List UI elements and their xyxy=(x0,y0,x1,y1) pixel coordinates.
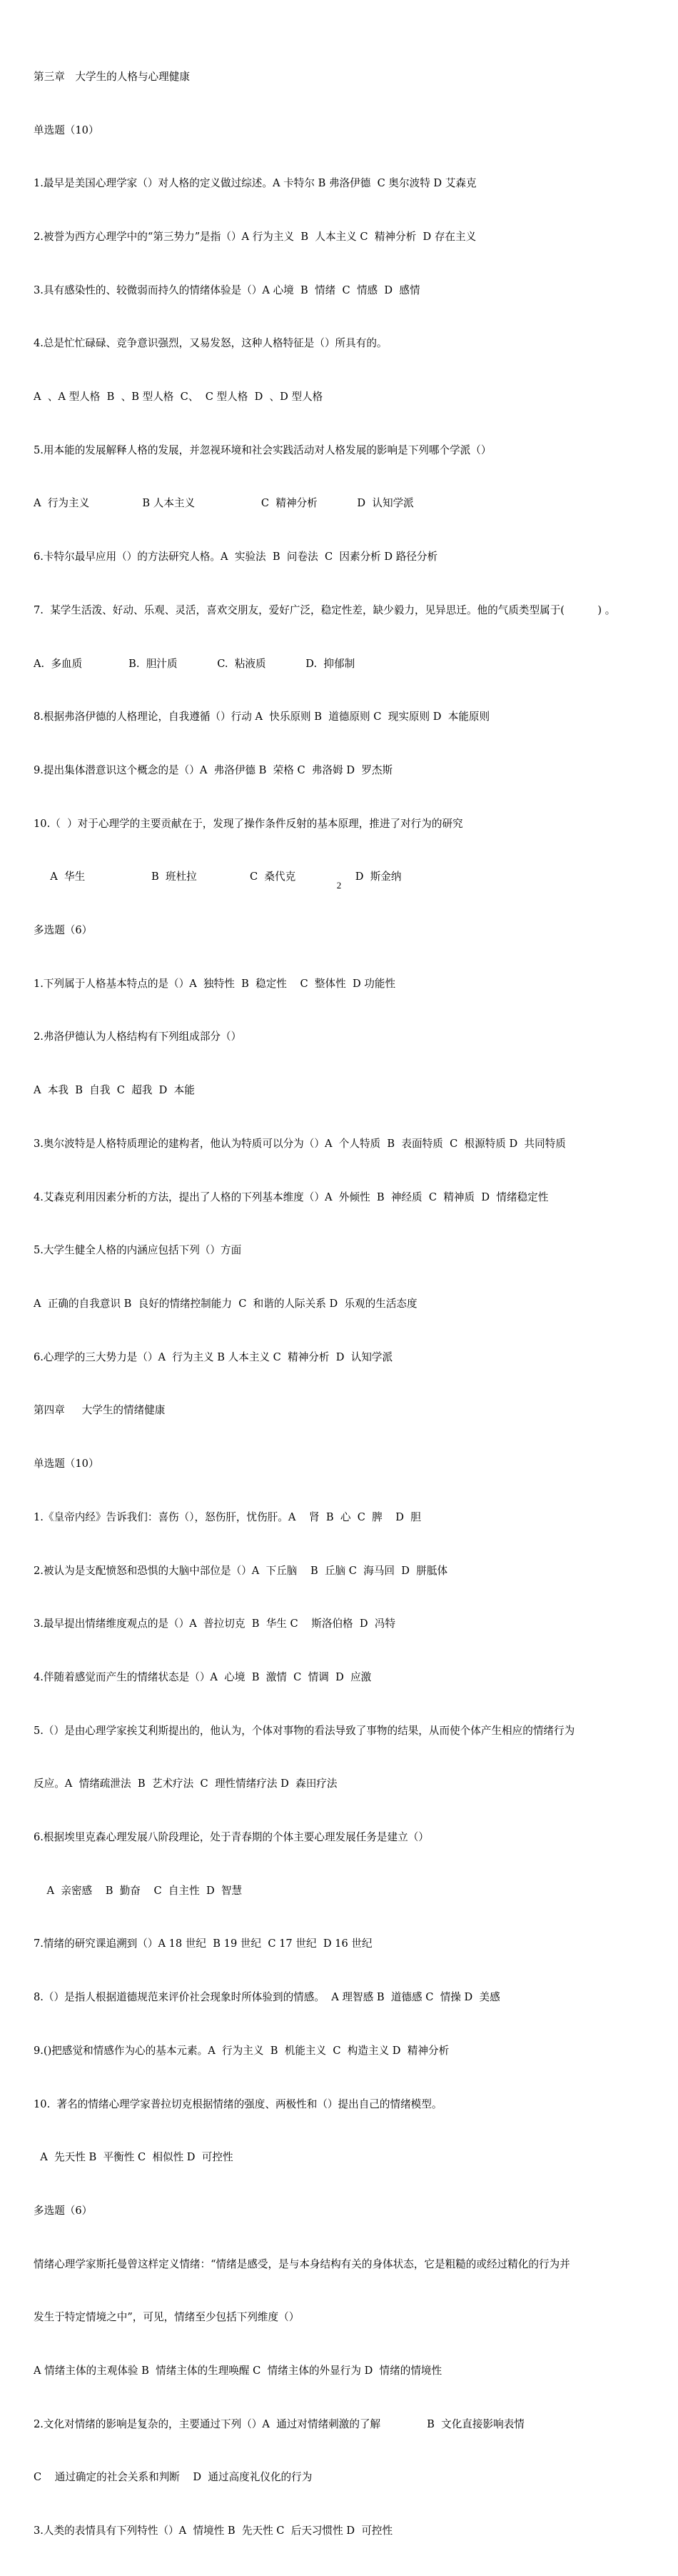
question-line: 3.人类的表情具有下列特性（）A 情境性 B 先天性 C 后天习惯性 D 可控性 xyxy=(34,2525,393,2537)
page-number: 2 xyxy=(336,880,342,891)
question-line: 8.根据弗洛伊德的人格理论，自我遵循（）行动 A 快乐原则 B 道德原则 C 现实原则 D 本能原则 xyxy=(34,711,490,723)
question-line: 4.伴随着感觉而产生的情绪状态是（）A 心境 B 激情 C 情调 D 应激 xyxy=(34,1670,372,1683)
question-line: 5.（）是由心理学家挨艾利斯提出的，他认为，个体对事物的看法导致了事物的结果，从而使个体产生相应的情绪行为 xyxy=(34,1724,575,1737)
question-line: 6.卡特尔最早应用（）的方法研究人格。A 实验法 B 问卷法 C 因素分析 D 路径分析 xyxy=(34,551,438,563)
question-line: 10.（ ）对于心理学的主要贡献在于，发现了操作条件反射的基本原理，推进了对行为的研究 xyxy=(34,817,463,830)
options-line: A 正确的自我意识 B 良好的情绪控制能力 C 和谐的人际关系 D 乐观的生活态度 xyxy=(34,1297,418,1310)
question-line: 1.最早是美国心理学家（）对人格的定义做过综述。A 卡特尔 B 弗洛伊德 C 奥尔波特 D 艾森克 xyxy=(34,177,477,190)
question-line: 9.()把感觉和情感作为心的基本元素。A 行为主义 B 机能主义 C 构造主义 D 精神分析 xyxy=(34,2044,450,2057)
question-line: 2.文化对情绪的影响是复杂的，主要通过下列（）A 通过对情绪刺激的了解 B 文化直接影响表情 xyxy=(34,2417,525,2430)
section-heading: 单选题（10） xyxy=(34,1458,99,1470)
options-line: A 情绪主体的主观体验 B 情绪主体的生理唤醒 C 情绪主体的外显行为 D 情绪的情境性 xyxy=(34,2365,442,2377)
section-heading: 多选题（6） xyxy=(34,2204,93,2217)
question-line: 3.具有感染性的、较微弱而持久的情绪体验是（）A 心境 B 情绪 C 情感 D 感情 xyxy=(34,284,420,296)
options-line: A 本我 B 自我 C 超我 D 本能 xyxy=(34,1084,195,1097)
question-line: 4.总是忙忙碌碌、竞争意识强烈，又易发怒，这种人格特征是（）所具有的。 xyxy=(34,337,388,350)
options-line: A 华生 B 班杜拉 C 桑代克 D 斯金纳 xyxy=(34,871,402,883)
question-line: 3.奥尔波特是人格特质理论的建构者，他认为特质可以分为（）A 个人特质 B 表面特质 C 根源特质 D 共同特质 xyxy=(34,1137,566,1150)
question-line: 5.用本能的发展解释人格的发展，并忽视环境和社会实践活动对人格发展的影响是下列哪个学派（） xyxy=(34,443,492,456)
options-line: A 亲密感 B 勤奋 C 自主性 D 智慧 xyxy=(34,1884,243,1897)
question-line: 3.最早提出情绪维度观点的是（）A 普拉切克 B 华生 C 斯洛伯格 D 冯特 xyxy=(34,1618,396,1630)
question-line: 4.艾森克利用因素分析的方法，提出了人格的下列基本维度（）A 外倾性 B 神经质 C 精神质 D 情绪稳定性 xyxy=(34,1191,549,1203)
chapter-3-title: 第三章 大学生的人格与心理健康 xyxy=(34,70,190,83)
question-line: 反应。A 情绪疏泄法 B 艺术疗法 C 理性情绪疗法 D 森田疗法 xyxy=(34,1778,338,1790)
question-line: 1.《皇帝内经》告诉我们：喜伤（），怒伤肝，忧伤肝。A 肾 B 心 C 脾 D 胆 xyxy=(34,1510,421,1523)
question-line: 6.根据埃里克森心理发展八阶段理论，处于青春期的个体主要心理发展任务是建立（） xyxy=(34,1831,429,1844)
question-line: 1.下列属于人格基本特点的是（）A 独特性 B 稳定性 C 整体性 D 功能性 xyxy=(34,977,396,990)
question-line: 10. 著名的情绪心理学家普拉切克根据情绪的强度、两极性和（）提出自己的情绪模型。 xyxy=(34,2098,442,2110)
question-line: 发生于特定情境之中”，可见，情绪至少包括下列维度（） xyxy=(34,2311,300,2324)
question-line: 2.被认为是支配愤怒和恐惧的大脑中部位是（）A 下丘脑 B 丘脑 C 海马回 D 胼胝体 xyxy=(34,1564,448,1577)
question-line: 7. 某学生活泼、好动、乐观、灵活，喜欢交朋友，爱好广泛，稳定性差，缺少毅力，见异思迁。他的气质类型属于( ) 。 xyxy=(34,603,616,616)
question-line: 9.提出集体潜意识这个概念的是（）A 弗洛伊德 B 荣格 C 弗洛姆 D 罗杰斯 xyxy=(34,763,393,776)
options-line: A 、A 型人格 B 、B 型人格 C、 C 型人格 D 、D 型人格 xyxy=(34,391,323,404)
document-body xyxy=(34,33,649,2576)
options-line: C 通过确定的社会关系和判断 D 通过高度礼仪化的行为 xyxy=(34,2471,313,2484)
section-heading: 单选题（10） xyxy=(34,124,99,136)
section-heading: 多选题（6） xyxy=(34,924,93,937)
question-line: 7.情绪的研究课追溯到（）A 18 世纪 B 19 世纪 C 17 世纪 D 16 世纪 xyxy=(34,1938,373,1950)
options-line: A 先天性 B 平衡性 C 相似性 D 可控性 xyxy=(34,2151,233,2164)
question-line: 2.被誉为西方心理学中的“第三势力”是指（）A 行为主义 B 人本主义 C 精神分析 D 存在主义 xyxy=(34,230,477,243)
question-line: 8.（）是指人根据道德规范来评价社会现象时所体验到的情感。 A 理智感 B 道德感 C 情操 D 美感 xyxy=(34,1991,500,2004)
question-line: 6.心理学的三大势力是（）A 行为主义 B 人本主义 C 精神分析 D 认知学派 xyxy=(34,1350,393,1363)
chapter-4-title: 第四章 大学生的情绪健康 xyxy=(34,1404,166,1417)
question-line: 5.大学生健全人格的内涵应包括下列（）方面 xyxy=(34,1244,242,1257)
options-line: A. 多血质 B. 胆汁质 C. 粘液质 D. 抑郁制 xyxy=(34,657,355,670)
question-line: 2.弗洛伊德认为人格结构有下列组成部分（） xyxy=(34,1031,242,1043)
question-line: 情绪心理学家斯托曼曾这样定义情绪：“情绪是感受，是与本身结构有关的身体状态，它是粗糙的或经过精化的行为并 xyxy=(34,2257,570,2270)
options-line: A 行为主义 B 人本主义 C 精神分析 D 认知学派 xyxy=(34,497,414,510)
